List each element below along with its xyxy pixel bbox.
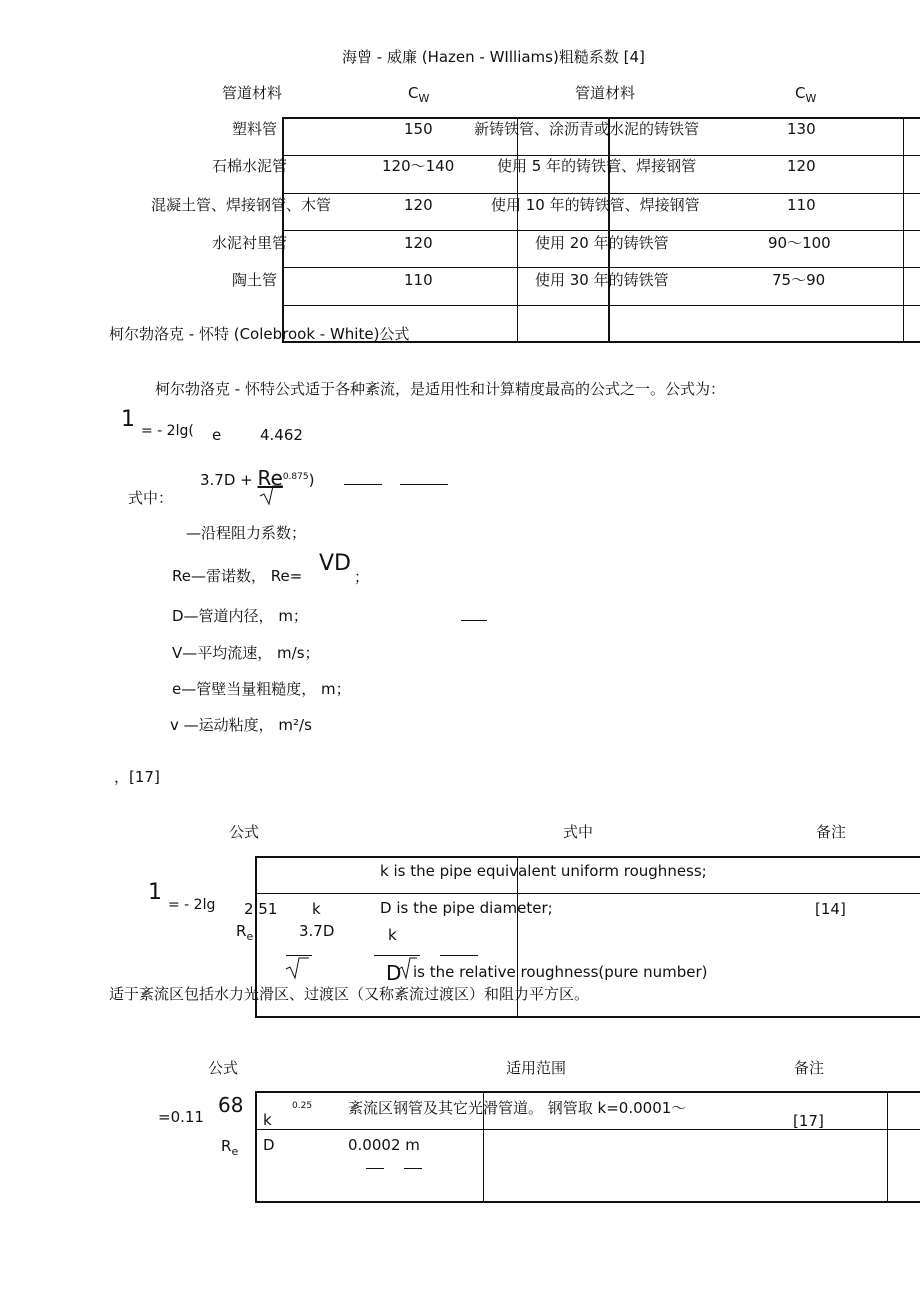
sqrt-icon [258, 484, 284, 506]
formula1-eq: = - 2lg( [141, 423, 194, 439]
hw-row3-cw2: 110 [787, 196, 816, 214]
hw-table-border-left [282, 117, 284, 343]
table2-note-d-den: D [386, 961, 402, 985]
hw-row2-material2: 使用 5 年的铸铁管、焊接钢管 [497, 157, 697, 175]
table2-formula-one: 1 [148, 880, 162, 905]
table2-border-top [255, 856, 920, 858]
table3-formula-eq: =0.11 [158, 1108, 204, 1126]
table2-formula-eq: = - 2lg [168, 897, 216, 913]
table3-formula-exp: 0.25 [292, 1101, 313, 1111]
fraction-bar [461, 620, 487, 621]
hw-col2-header: $C_W$ [408, 84, 430, 105]
hw-row1-cw2: 130 [787, 120, 816, 138]
cw-intro: 柯尔勃洛克 - 怀特公式适于各种紊流，是适用性和计算精度最高的公式之一。公式为： [155, 380, 725, 398]
hw-row3-cw: 120 [404, 196, 433, 214]
table3-formula-re: $R_e$ [221, 1137, 239, 1158]
table3-formula-k: k [263, 1111, 272, 1129]
fraction-bar [400, 484, 448, 485]
hw-table-rule [282, 305, 920, 306]
hw-col3-header: 管道材料 [575, 84, 636, 102]
table2-note-rel: is the relative roughness(pure number) [413, 963, 708, 981]
table2-header-formula: 公式 [229, 823, 260, 841]
hw-col1-header: 管道材料 [222, 84, 283, 102]
symbol-re: Re—雷诺数， Re= [172, 567, 303, 585]
ref17-line: ，[17] [114, 768, 160, 786]
hw-row1-cw: 150 [404, 120, 433, 138]
symbol-lambda: —沿程阻力系数； [186, 524, 307, 542]
symbol-vd: VD [319, 551, 351, 576]
hw-table-col-rule [517, 117, 518, 343]
symbol-v: V—平均流速， m/s； [172, 644, 320, 662]
table2-ref: [14] [815, 900, 846, 918]
hw-table-rule [282, 155, 920, 156]
fraction-bar [366, 1168, 384, 1169]
hw-row2-material: 石棉水泥管 [212, 157, 288, 175]
hw-table-col-rule [903, 117, 904, 343]
table3-range-a: 紊流区钢管及其它光滑管道。 钢管取 k=0.0001～ [348, 1099, 687, 1117]
hw-table-col-rule [608, 117, 610, 343]
sqrt-icon [284, 956, 310, 980]
table3-header-range: 适用范围 [506, 1059, 567, 1077]
hw-row3-material2: 使用 10 年的铸铁管、焊接钢管 [491, 196, 700, 214]
table3-ref: [17] [793, 1112, 824, 1130]
table2-note-d: D is the pipe diameter; [380, 899, 553, 917]
symbol-nu: v —运动粘度， m²/s [170, 716, 312, 734]
hw-table-border-top [282, 117, 920, 119]
formula1-one: 1 [121, 407, 135, 432]
fraction-bar [404, 1168, 422, 1169]
table2-note-k: k is the pipe equivalent uniform roughness; [380, 862, 707, 880]
table2-formula-re: $R_e$ [236, 922, 254, 943]
where-label: 式中： [128, 489, 174, 507]
hw-row5-material2: 使用 30 年的铸铁管 [535, 271, 669, 289]
fraction-bar [344, 484, 382, 485]
table2-rule [255, 893, 920, 894]
table3-formula-d: D [263, 1136, 275, 1154]
formula1-den: $3.7D + Re^{0.875}$) [200, 466, 315, 490]
table2-formula-37d: 3.7D [299, 922, 335, 940]
formula1-e: e [212, 426, 222, 444]
table2-formula-k: k [312, 900, 321, 918]
hw-row2-cw2: 120 [787, 157, 816, 175]
table3-border-left [255, 1091, 257, 1203]
table3-border-top [255, 1091, 920, 1093]
table2-formula-251: 2.51 [244, 900, 278, 918]
table3-header-note: 备注 [794, 1059, 825, 1077]
hw-row5-material: 陶土管 [232, 271, 278, 289]
table3-col-rule [887, 1091, 888, 1203]
symbol-d: D—管道内径， m； [172, 607, 308, 625]
table2-header-where: 式中 [563, 823, 594, 841]
symbol-e: e—管壁当量粗糙度， m； [172, 680, 351, 698]
hw-row4-material: 水泥衬里管 [212, 234, 288, 252]
hw-row4-cw: 120 [404, 234, 433, 252]
table3-header-formula: 公式 [208, 1059, 239, 1077]
hw-table-rule [282, 230, 920, 231]
hw-row1-material: 塑料管 [232, 120, 278, 138]
table3-border-bottom [255, 1201, 920, 1203]
hw-row2-cw: 120～140 [382, 157, 455, 175]
fraction-bar [440, 955, 478, 956]
cw-heading: 柯尔勃洛克 - 怀特 (Colebrook - White)公式 [109, 325, 410, 343]
hw-col4-header: $C_W$ [795, 84, 817, 105]
scope-text: 适于紊流区包括水力光滑区、过渡区（又称紊流过渡区）和阻力平方区。 [109, 985, 590, 1003]
table2-note-k-num: k [388, 926, 397, 944]
formula1-num: 4.462 [260, 426, 303, 444]
symbol-re-semicolon: ； [354, 568, 370, 586]
hw-row5-cw: 110 [404, 271, 433, 289]
hw-row4-cw2: 90～100 [768, 234, 831, 252]
hw-row3-material: 混凝土管、焊接钢管、木管 [151, 196, 332, 214]
hw-title: 海曾 - 威廉 (Hazen - WIlliams)粗糙系数 [4] [342, 48, 645, 66]
hw-table-rule [282, 193, 920, 194]
hw-row5-cw2: 75～90 [772, 271, 826, 289]
table3-formula-68: 68 [218, 1093, 244, 1117]
hw-row1-material2: 新铸铁管、涂沥青或水泥的铸铁管 [474, 120, 700, 138]
hw-row4-material2: 使用 20 年的铸铁管 [535, 234, 669, 252]
hw-table-rule [282, 267, 920, 268]
table2-header-note: 备注 [816, 823, 847, 841]
table2-border-bottom [255, 1016, 920, 1018]
table3-range-b: 0.0002 m [348, 1136, 420, 1154]
